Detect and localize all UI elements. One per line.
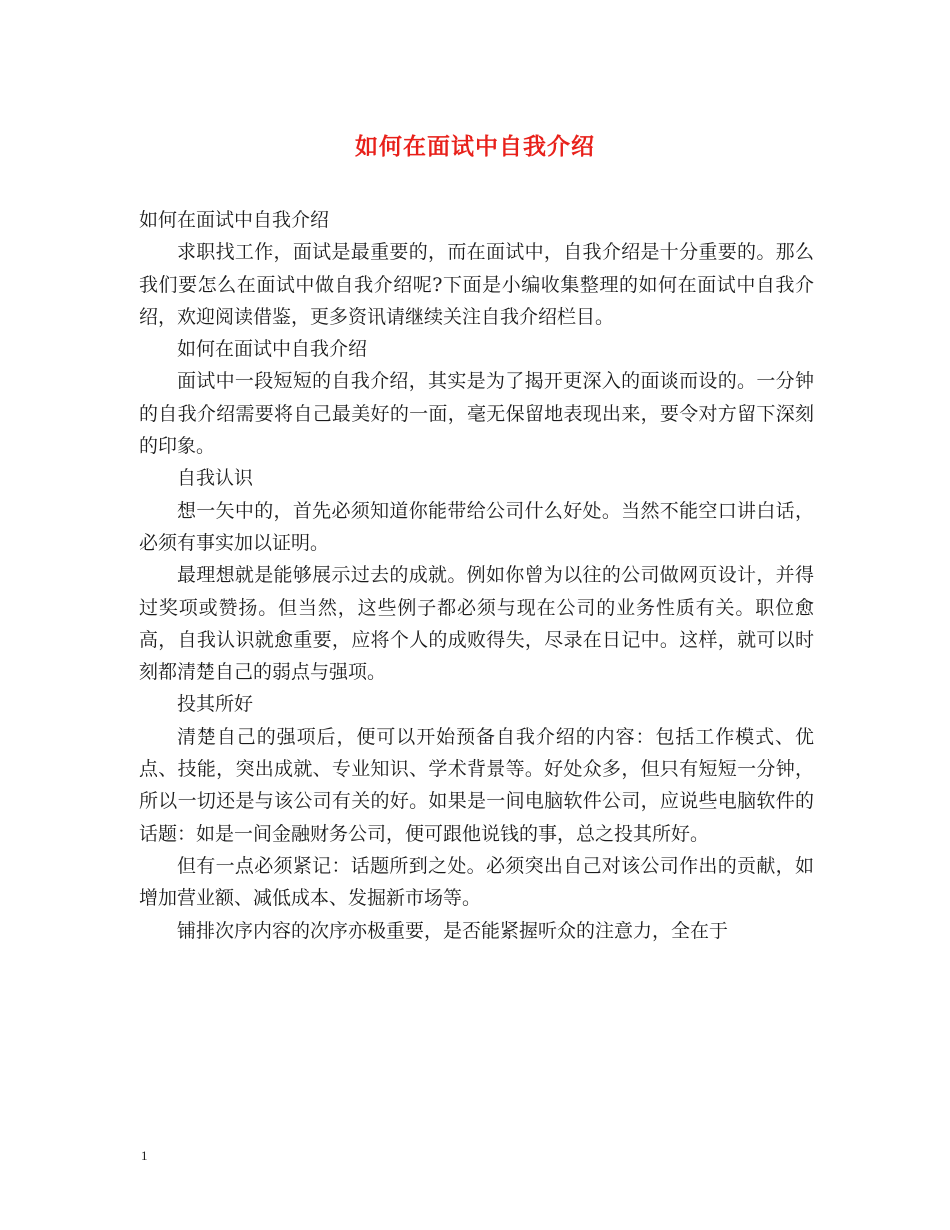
document-body	[139, 204, 814, 947]
body-paragraph: 清楚自己的强项后，便可以开始预备自我介绍的内容：包括工作模式、优点、技能，突出成就、专业知识、学术背景等。好处众多，但只有短短一分钟，所以一切还是与该公司有关的好。如果是一间电脑软件公司，应说些电脑软件的话题：如是一间金融财务公司，便可跟他说钱的事，总之投其所好。	[139, 725, 814, 845]
body-paragraph: 如何在面试中自我介绍	[139, 209, 330, 231]
document-title: 如何在面试中自我介绍	[355, 133, 595, 160]
section-heading: 投其所好	[177, 693, 254, 716]
body-paragraph: 但有一点必须紧记：话题所到之处。必须突出自己对该公司作出的贡献，如增加营业额、减低成本、发掘新市场等。	[139, 854, 814, 910]
section-heading: 如何在面试中自我介绍	[177, 338, 368, 361]
body-paragraph: 最理想就是能够展示过去的成就。例如你曾为以往的公司做网页设计，并得过奖项或赞扬。但当然，这些例子都必须与现在公司的业务性质有关。职位愈高，自我认识就愈重要，应将个人的成败得失，尽录在日记中。这样，就可以时刻都清楚自己的弱点与强项。	[139, 564, 814, 684]
body-paragraph: 求职找工作，面试是最重要的，而在面试中，自我介绍是十分重要的。那么我们要怎么在面试中做自我介绍呢?下面是小编收集整理的如何在面试中自我介绍，欢迎阅读借鉴，更多资讯请继续关注自我介绍栏目。	[139, 241, 814, 328]
body-paragraph: 想一矢中的，首先必须知道你能带给公司什么好处。当然不能空口讲白话，必须有事实加以证明。	[139, 499, 814, 554]
page-number: 1	[141, 1148, 148, 1163]
body-paragraph: 面试中一段短短的自我介绍，其实是为了揭开更深入的面谈而设的。一分钟的自我介绍需要将自己最美好的一面，毫无保留地表现出来，要令对方留下深刻的印象。	[139, 370, 814, 458]
body-paragraph: 铺排次序内容的次序亦极重要，是否能紧握听众的注意力，全在于	[177, 919, 729, 942]
section-heading: 自我认识	[177, 467, 254, 490]
